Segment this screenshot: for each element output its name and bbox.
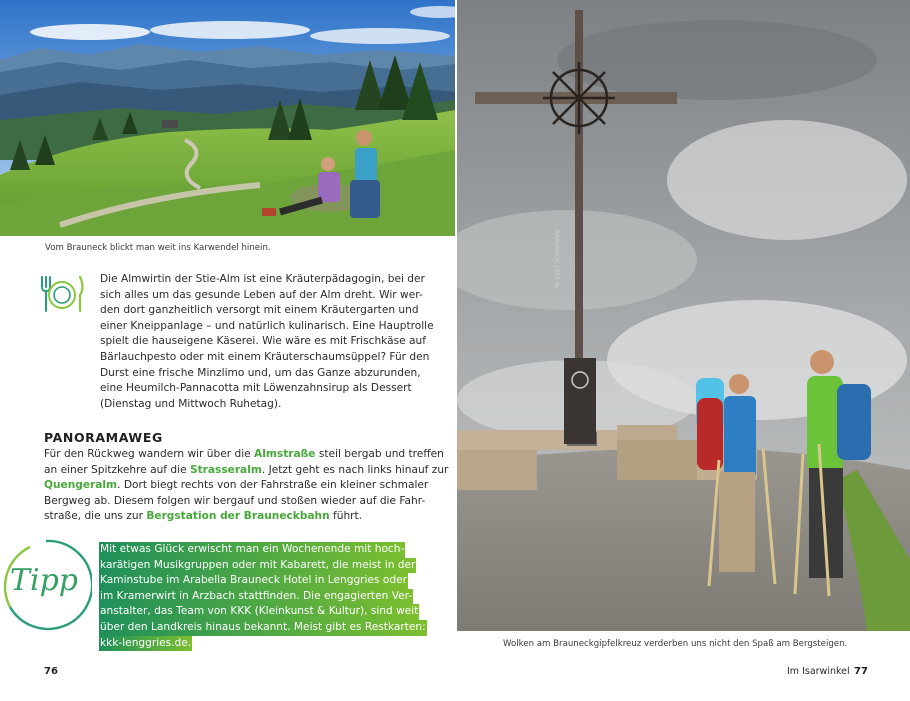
- tipp-badge-icon: [0, 537, 92, 635]
- place-name: Almstraße: [254, 448, 316, 460]
- karwendel-photo: [0, 0, 455, 236]
- tip-line: im Kramerwirt in Arzbach stattfinden. Die engagierten Ver-: [99, 589, 413, 605]
- photo-caption-left: Vom Brauneck blickt man weit ins Karwendel hinein.: [45, 243, 271, 253]
- running-head: Im Isarwinkel: [787, 666, 850, 677]
- text-line: [44, 509, 448, 525]
- tip-line: karätigen Musikgruppen oder mit Kabarett, die meist in der: [99, 558, 416, 574]
- section-heading: PANORAMAWEG: [44, 430, 163, 445]
- text-line: den dort ganzheitlich versorgt mit einem Kräutergarten und: [100, 304, 419, 317]
- text-run: führt.: [329, 510, 363, 523]
- text-line: Durst eine frische Minzlimo und, um das Ganze abzurunden,: [100, 366, 421, 379]
- text-run: an einer Spitzkehre auf die: [44, 463, 190, 476]
- text-line: [44, 447, 448, 463]
- text-line: sich alles um das gesunde Leben auf der Alm dreht. Wir wer-: [100, 288, 423, 301]
- tip-line: anstalter, das Team von KKK (Kleinkunst & Kultur), sind weit: [99, 604, 419, 620]
- cross-inscription: BRAUNECK 1555 m: [553, 230, 560, 288]
- tip-paragraph: [99, 542, 427, 651]
- text-run: steil bergab und treffen: [315, 448, 444, 460]
- text-run: . Jetzt geht es nach links hinauf zur: [261, 463, 449, 476]
- text-line: (Dienstag und Mittwoch Ruhetag).: [100, 397, 282, 410]
- text-line: einer Kneippanlage – und natürlich kulinarisch. Eine Hauptrolle: [100, 319, 434, 332]
- text-line: Bärlauchpesto oder mit einem Kräuterschaumsüppel? Für den: [100, 350, 430, 363]
- route-paragraph: [44, 447, 448, 525]
- tipp-label: Tipp: [10, 563, 79, 598]
- text-line: [44, 478, 448, 494]
- tip-line: kkk-lenggries.de.: [99, 636, 192, 652]
- text-line: [44, 494, 448, 510]
- place-name: Strasseralm: [189, 463, 262, 476]
- text-line: spielt die hauseigene Käserei. Wie wäre es mit Frischkäse auf: [100, 335, 426, 348]
- text-run: Für den Rückweg wandern wir über die: [44, 448, 255, 460]
- food-paragraph: [100, 272, 434, 412]
- fork-knife-plate-icon: [38, 273, 86, 315]
- tip-line: Mit etwas Glück erwischt man ein Wochenende mit hoch-: [99, 542, 405, 558]
- text-run: Bergweg ab. Diesem folgen wir bergauf und stoßen wieder auf die Fahr-: [44, 494, 426, 507]
- tip-line: Kaminstube im Arabella Brauneck Hotel in Lenggries oder: [99, 573, 408, 589]
- tip-line: über den Landkreis hinaus bekannt. Meist gibt es Restkarten:: [99, 620, 427, 636]
- text-run: . Dort biegt rechts von der Fahrstraße ein kleiner schmaler: [117, 479, 429, 492]
- photo-caption-right: Wolken am Brauneckgipfelkreuz verderben uns nicht den Spaß am Bergsteigen.: [503, 639, 848, 649]
- summit-cross-photo: [457, 0, 910, 631]
- page-number-left: 76: [44, 666, 58, 677]
- text-line: Die Almwirtin der Stie-Alm ist eine Kräuterpädagogin, bei der: [100, 273, 425, 285]
- place-name: Quengeralm: [44, 479, 118, 492]
- text-line: [44, 463, 448, 479]
- page-number-right: 77: [854, 666, 868, 677]
- text-line: eine Heumilch-Pannacotta mit Löwenzahnsirup als Dessert: [100, 382, 412, 395]
- text-run: straße, die uns zur: [44, 510, 147, 523]
- place-name: Bergstation der Brauneckbahn: [146, 510, 330, 523]
